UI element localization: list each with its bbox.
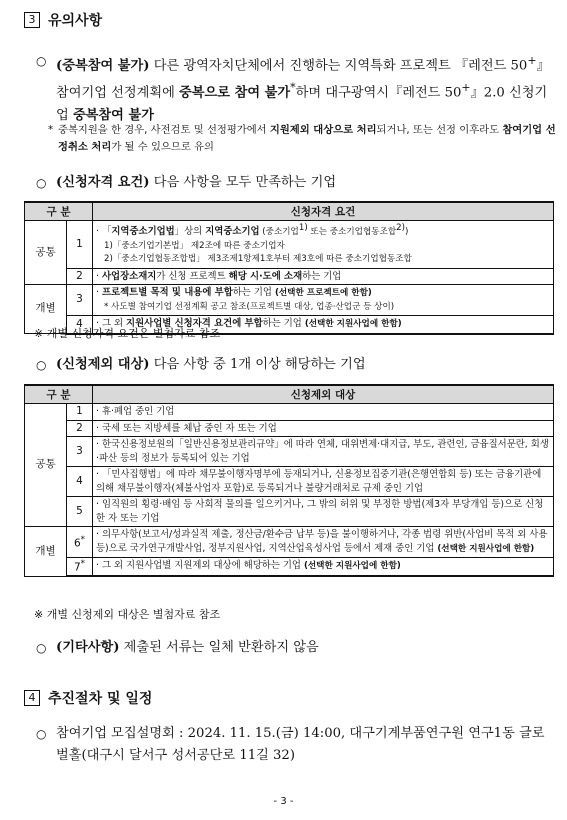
bold-text: 지역중소기업 bbox=[205, 226, 260, 238]
bold-text: 참여기업 선정취소 처리 bbox=[58, 124, 556, 153]
header-requirement: 신청자격 요건 bbox=[93, 202, 554, 221]
text: 』 참여기업 선정계획에 bbox=[56, 58, 550, 101]
text: 가 될 수 있으므로 유의 bbox=[111, 141, 214, 153]
row-text: · 한국신용정보원의「일반신용정보관리규약」에 따라 연체, 대위변제·대지급, 부도, 관련인, 금융질서문란, 회생·파산 등의 정보가 등록되어 있는 기업 bbox=[93, 437, 554, 467]
bold-text: 프로젝트별 목적 및 내용에 부합 bbox=[101, 287, 233, 299]
row-number: 1 bbox=[67, 221, 93, 269]
text: 제출된 서류는 일체 반환하지 않음 bbox=[119, 640, 319, 655]
table-row bbox=[25, 420, 554, 437]
section-title: 유의사항 bbox=[48, 13, 103, 29]
row-text: · 「민사집행법」에 따라 채무불이행자명부에 등재되거나, 신용정보집중기관(은행연합회 등) 또는 금융기관에 의해 채무불이행자(체불사업자 포함)로 등록되거나 불량거래처로 규제 중인 기업 bbox=[93, 467, 554, 497]
table-row bbox=[25, 221, 554, 269]
text: · 그 외 bbox=[96, 318, 127, 330]
text: · bbox=[96, 287, 102, 299]
bullet: ○ bbox=[36, 54, 47, 68]
paragraph-exclusion bbox=[36, 354, 556, 376]
group-common: 공통 bbox=[25, 404, 67, 527]
reference-note: ※ 개별 신청자격 요건은 별첨자료 참조 bbox=[34, 327, 221, 340]
bold-text: 해당 시·도에 소재 bbox=[228, 270, 303, 282]
paragraph-briefing bbox=[36, 723, 556, 767]
text: 하는 기업 bbox=[262, 318, 305, 330]
table-row bbox=[25, 497, 554, 527]
bold-text: (선택한 지원사업에 한함) bbox=[437, 543, 535, 554]
reference-note: ※ 개별 신청제외 대상은 별첨자료 참조 bbox=[34, 608, 221, 621]
page-number: - 3 - bbox=[273, 796, 294, 807]
paragraph-etc bbox=[36, 637, 556, 659]
text: 다른 광역자치단체에서 진행하는 지역특화 프로젝트 『레전드 50 bbox=[149, 58, 528, 74]
bold-text: 중복참여 불가 bbox=[72, 107, 154, 123]
section-heading bbox=[24, 688, 152, 708]
row-number: 2 bbox=[67, 268, 93, 285]
group-individual: 개별 bbox=[25, 285, 67, 334]
sup: + bbox=[527, 54, 537, 67]
eligibility-table bbox=[24, 201, 554, 335]
section-number: 3 bbox=[24, 12, 40, 28]
text: · 의무사항(보고서/성과실적 제출, 정산금/환수금 납부 등)을 불이행하거나, 각종 법령 위반(사업비 목적 외 사용 등)으로 국가연구개발사업, 정부지원사업, 지역산업육성사업 등에서 제재 중인 기업 bbox=[96, 529, 548, 554]
sub-item: * 사도별 참여기업 선정계획 공고 참조(프로젝트별 대상, 업종·산업군 등 상이) bbox=[104, 301, 395, 312]
table-row bbox=[25, 268, 554, 285]
number: 6 bbox=[73, 537, 81, 549]
section-heading bbox=[24, 10, 102, 30]
text: · 「 bbox=[96, 226, 112, 238]
row-number bbox=[67, 527, 93, 558]
row-text bbox=[93, 527, 554, 558]
lead: (신청자격 요건) bbox=[56, 175, 150, 190]
star: * bbox=[48, 124, 54, 136]
sup: 1) bbox=[298, 223, 308, 233]
bold-text: 중복으로 참여 불가 bbox=[179, 85, 291, 101]
text: 참여기업 모집설명회 : 2024. 11. 15.(금) 14:00, 대구기계부품연구원 연구1동 글로벌홀(대구시 달서구 성서공단로 11길 32) bbox=[56, 726, 545, 763]
header-exclusion: 신청제외 대상 bbox=[93, 385, 554, 404]
table-row bbox=[25, 467, 554, 497]
table-row bbox=[25, 558, 554, 577]
row-text: · 국세 또는 지방세를 체납 중인 자 또는 기업 bbox=[93, 420, 554, 437]
row-number: 3 bbox=[67, 437, 93, 467]
note-duplicate bbox=[48, 122, 560, 156]
text: 중복지원을 한 경우, 사전검토 및 선정평가에서 bbox=[58, 124, 270, 136]
text: 하며 대구광역시『레전드 50 bbox=[295, 85, 462, 101]
text: 다음 사항 중 1개 이상 해당하는 기업 bbox=[149, 357, 366, 372]
bold-text: (선택한 지원사업에 한함) bbox=[304, 319, 402, 330]
group-individual: 개별 bbox=[25, 527, 67, 577]
row-number: 2 bbox=[67, 420, 93, 437]
lead: (신청제외 대상) bbox=[56, 357, 150, 372]
bold-text: (선택한 프로젝트에 한함) bbox=[274, 288, 372, 299]
sup: 2) bbox=[396, 223, 405, 233]
row-number: 3 bbox=[67, 285, 93, 316]
bullet: ○ bbox=[36, 176, 47, 190]
bold-text: 사업장소재지 bbox=[101, 270, 157, 282]
exclusion-table bbox=[24, 384, 554, 577]
text: · bbox=[96, 270, 102, 282]
sup: * bbox=[80, 559, 86, 569]
text: · 그 외 지원사업별 지원제외 대상에 해당하는 기업 bbox=[96, 560, 304, 572]
number: 7 bbox=[73, 561, 81, 574]
bullet: ○ bbox=[36, 727, 47, 741]
lead: (기타사항) bbox=[56, 640, 120, 655]
group-common: 공통 bbox=[25, 221, 67, 285]
text: 다음 사항을 모두 만족하는 기업 bbox=[149, 175, 337, 190]
bold-text: 지역중소기업법 bbox=[111, 226, 175, 238]
section-number: 4 bbox=[24, 690, 40, 706]
lead: (중복참여 불가) bbox=[56, 58, 150, 74]
text: 하는 기업 bbox=[232, 287, 275, 299]
row-text: · 임직원의 횡령·배임 등 사회적 물의를 일으키거나, 그 밖의 허위 및 부정한 방법(제3자 부당개입 등)으로 신청한 자 또는 기업 bbox=[93, 497, 554, 527]
paragraph-eligibility bbox=[36, 172, 556, 194]
table-row bbox=[25, 404, 554, 421]
row-text: · 휴·폐업 중인 기업 bbox=[93, 404, 554, 421]
row-text bbox=[93, 221, 554, 269]
text: 되거나, 또는 선정 이후라도 bbox=[376, 124, 503, 136]
text: 또는 중소기업협동조합 bbox=[307, 227, 397, 238]
text: 가 신청 프로젝트 bbox=[156, 270, 229, 282]
bold-text: 지원제외 대상으로 처리 bbox=[269, 124, 377, 136]
sub-item: 2)「중소기업협동조합법」 제3조제1항제1호부터 제3호에 따른 중소기업협동조합 bbox=[104, 254, 412, 265]
sup: + bbox=[461, 81, 471, 95]
row-number: 1 bbox=[67, 404, 93, 421]
bold-text: 지원사업별 신청자격 요건에 부합 bbox=[126, 318, 263, 330]
text: 하는 기업 bbox=[302, 270, 342, 282]
sup: * bbox=[80, 534, 86, 545]
row-number: 5 bbox=[67, 497, 93, 527]
row-number: 4 bbox=[67, 467, 93, 497]
bullet: ○ bbox=[36, 358, 47, 372]
table-header bbox=[25, 202, 554, 221]
header-category: 구 분 bbox=[25, 385, 93, 404]
row-text bbox=[93, 558, 554, 577]
text: (중소기업 bbox=[259, 227, 299, 238]
bullet: ○ bbox=[36, 641, 47, 655]
text: 』2.0 신청기업 bbox=[56, 85, 548, 123]
table-row bbox=[25, 285, 554, 316]
row-text bbox=[93, 285, 554, 316]
text: ) bbox=[405, 227, 409, 238]
table-header bbox=[25, 385, 554, 404]
bold-text: (선택한 지원사업에 한함) bbox=[303, 561, 401, 572]
sub-item: 1)「중소기업기본법」 제2조에 따른 중소기업자 bbox=[104, 240, 285, 251]
table-row bbox=[25, 437, 554, 467]
sup: * bbox=[290, 81, 296, 95]
row-number: 4 bbox=[67, 316, 93, 334]
row-number bbox=[67, 558, 93, 577]
text: 」상의 bbox=[174, 226, 206, 238]
row-text bbox=[93, 268, 554, 285]
table-row bbox=[25, 527, 554, 558]
header-category: 구 분 bbox=[25, 202, 93, 221]
section-title: 추진절차 및 일정 bbox=[48, 691, 153, 707]
paragraph-duplicate bbox=[36, 50, 556, 127]
